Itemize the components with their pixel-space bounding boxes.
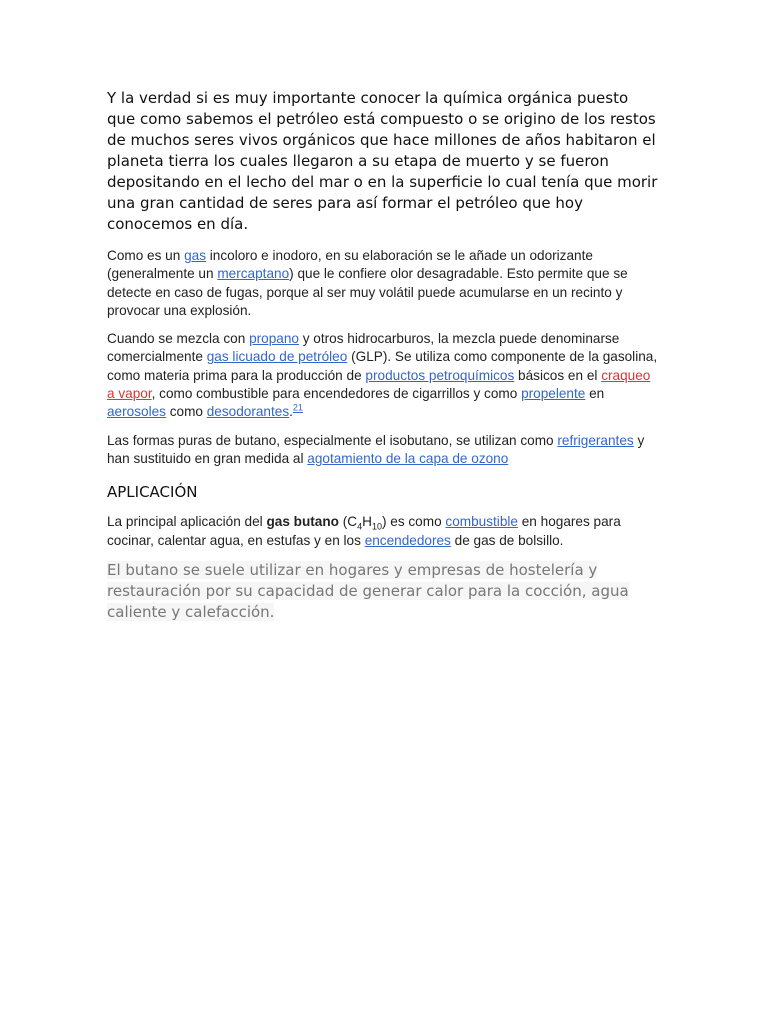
text: (GLP). Se utiliza como componente de la gasolina, como materia prima para la producción de <box>107 349 658 383</box>
outro-text: El butano se suele utilizar en hogares y empresas de hostelería y restauración por su capacidad de generar calor para la cocción, agua caliente y calefacción. <box>107 560 629 621</box>
text: y otros hidrocarburos, la mezcla puede denominarse comercialmente <box>107 331 620 365</box>
link-mercaptano[interactable]: mercaptano <box>217 266 290 282</box>
text: (C <box>338 514 358 530</box>
link-gas[interactable]: gas <box>184 248 206 263</box>
text: y han sustituido en gran medida al <box>107 432 645 466</box>
text: ) que le confiere olor desagradable. Esto permite que se detecte en caso de fugas, porque al ser muy volátil puede acumularse en un recinto y provocar una explosión. <box>107 266 628 318</box>
link-agotamiento-capa-ozono[interactable]: agotamiento de la capa de ozono <box>307 450 509 466</box>
reference-21[interactable]: 21 <box>292 402 303 413</box>
text: , como combustible para encendedores de cigarrillos y como <box>151 386 522 402</box>
text: Las formas puras de butano, especialmente el isobutano, se utilizan como <box>107 432 558 448</box>
link-refrigerantes[interactable]: refrigerantes <box>557 432 634 448</box>
paragraph-aplicacion <box>107 513 661 550</box>
link-craqueo-a-vapor[interactable]: craqueo a vapor <box>107 367 651 402</box>
link-aerosoles[interactable]: aerosoles <box>107 404 166 420</box>
link-propelente[interactable]: propelente <box>521 386 586 402</box>
text: básicos en el <box>514 367 602 383</box>
link-desodorantes[interactable]: desodorantes <box>206 404 290 420</box>
text: H <box>362 514 372 530</box>
text: Como es un <box>107 248 185 263</box>
link-gas-licuado[interactable]: gas licuado de petróleo <box>206 349 348 365</box>
text: ) es como <box>381 514 446 530</box>
link-encendedores[interactable]: encendedores <box>364 532 451 548</box>
text: en hogares para cocinar, calentar agua, en estufas y en los <box>107 514 621 548</box>
outro-paragraph <box>107 560 661 623</box>
text: La principal aplicación del <box>107 514 267 530</box>
section-heading: APLICACIÓN <box>107 483 198 502</box>
text: incoloro e inodoro, en su elaboración se le añade un odorizante (generalmente un <box>107 248 593 282</box>
text: en <box>585 386 605 402</box>
subscript: 4 <box>357 521 363 532</box>
text: de gas de bolsillo. <box>450 532 564 548</box>
text: como <box>165 404 207 420</box>
bold-gas-butano: gas butano <box>266 514 339 530</box>
text: . <box>289 404 293 420</box>
paragraph-mezcla-propano <box>107 330 661 421</box>
intro-paragraph: Y la verdad si es muy importante conocer la química orgánica puesto que como sabemos el petróleo está compuesto o se origino de los restos de muchos seres vivos orgánicos que hace millones de años habitaron el planeta tierra los cuales llegaron a su etapa de muerto y se fueron depositando en el lecho del mar o en la superficie lo cual tenía que morir una gran cantidad de seres para así formar el petróleo que hoy conocemos en día. <box>107 89 658 233</box>
link-combustible[interactable]: combustible <box>445 514 518 530</box>
paragraph-gas-odorizante <box>107 247 661 320</box>
document-page <box>107 88 661 623</box>
subscript: 10 <box>371 521 382 532</box>
link-propano[interactable]: propano <box>249 331 299 347</box>
link-productos-petroquimicos[interactable]: productos petroquímicos <box>365 367 515 383</box>
paragraph-formas-puras <box>107 432 661 469</box>
text: Cuando se mezcla con <box>107 331 250 347</box>
